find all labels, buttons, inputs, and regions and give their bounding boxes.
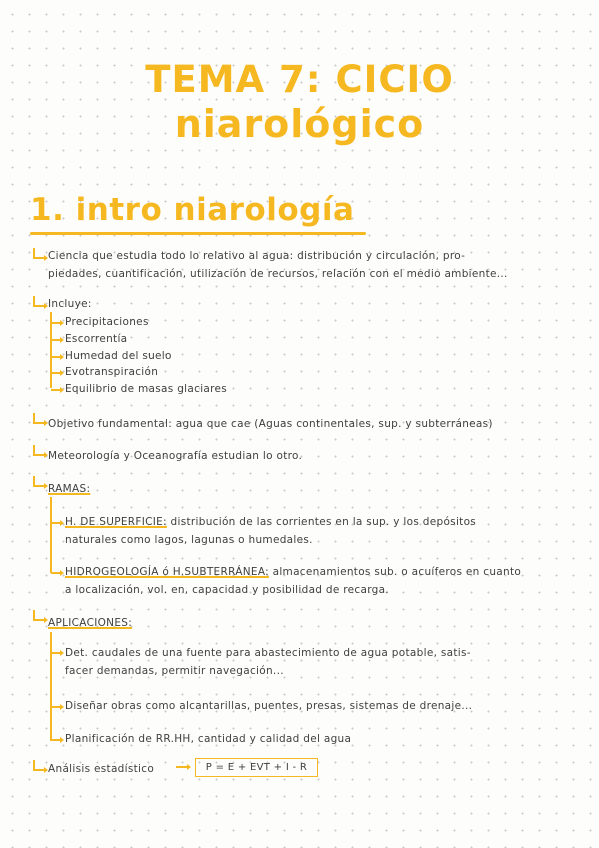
arrow-icon [33, 760, 44, 771]
arrow-icon [51, 372, 61, 374]
arrow-icon [176, 766, 188, 768]
section-heading: 1. intro niarología [30, 192, 355, 228]
meteorologia-text: Meteorología y Oceanografía estudian lo otro. [48, 450, 303, 462]
section-heading-underline [30, 232, 366, 235]
aplicaciones-label: APLICACIONES: [48, 617, 133, 629]
arrow-icon [51, 572, 61, 574]
aplicacion-2: Diseñar obras como alcantarillas, puentes, presas, sistemas de drenaje... [65, 700, 473, 712]
incluye-item: Precipitaciones [65, 316, 149, 328]
arrow-icon [33, 445, 44, 456]
rama-superficie-line1 [65, 516, 476, 528]
rama-superficie-name: H. DE SUPERFICIE: [65, 516, 167, 528]
incluye-label: Incluye: [48, 298, 92, 310]
incluye-item: Evotranspiración [65, 366, 159, 378]
arrow-icon [51, 706, 61, 708]
aplicacion-1-line2: facer demandas, permitir navegación... [65, 665, 284, 677]
formula-box: P = E + EVT + I - R [195, 758, 318, 777]
ramas-label: RAMAS: [48, 483, 91, 495]
arrow-icon [51, 522, 61, 524]
arrow-icon [33, 610, 44, 621]
arrow-icon [51, 356, 61, 358]
intro-line2: piedades, cuantificación, utilización de recursos, relación con el medio ambiente... [48, 268, 508, 280]
incluye-item: Escorrentía [65, 333, 128, 345]
analisis-label: Análisis estadístico [48, 763, 155, 775]
arrow-icon [33, 413, 44, 424]
rama-hidrogeologia-line1 [65, 566, 521, 578]
rama-hidrogeologia-name: HIDROGEOLOGÍA ó H.SUBTERRÁNEA: [65, 566, 269, 578]
rama-hidrogeologia-line2: a localización, vol. en, capacidad y posibilidad de recarga. [65, 584, 389, 596]
incluye-item: Equilibrio de masas glaciares [65, 383, 228, 395]
arrow-icon [51, 322, 61, 324]
objetivo-text: Objetivo fundamental: agua que cae (Aguas continentales, sup. y subterráneas) [48, 418, 493, 430]
rama-superficie-line2: naturales como lagos, lagunas o humedales. [65, 534, 313, 546]
aplicacion-3: Planificación de RR.HH, cantidad y calidad del agua [65, 733, 352, 745]
rama-superficie-desc: distribución de las corrientes en la sup. y los depósitos [166, 516, 477, 528]
incluye-item: Humedad del suelo [65, 350, 172, 362]
ramas-bracket [50, 497, 52, 573]
intro-line1: Ciencia que estudia todo lo relativo al agua: distribución y circulación, pro- [48, 250, 466, 262]
arrow-icon [33, 248, 44, 259]
arrow-icon [51, 652, 61, 654]
aplicacion-1-line1: Det. caudales de una fuente para abastecimiento de agua potable, satis- [65, 647, 471, 659]
aplicaciones-bracket [50, 632, 52, 741]
page-title-line1: TEMA 7: CICIO [145, 58, 454, 101]
rama-hidrogeologia-desc: almacenamientos sub. o acuíferos en cuanto [268, 566, 522, 578]
arrow-icon [33, 476, 44, 487]
arrow-icon [51, 339, 61, 341]
arrow-icon [33, 296, 44, 307]
arrow-icon [51, 739, 61, 741]
arrow-icon [51, 389, 61, 391]
page-title-line2: niarológico [174, 102, 425, 146]
